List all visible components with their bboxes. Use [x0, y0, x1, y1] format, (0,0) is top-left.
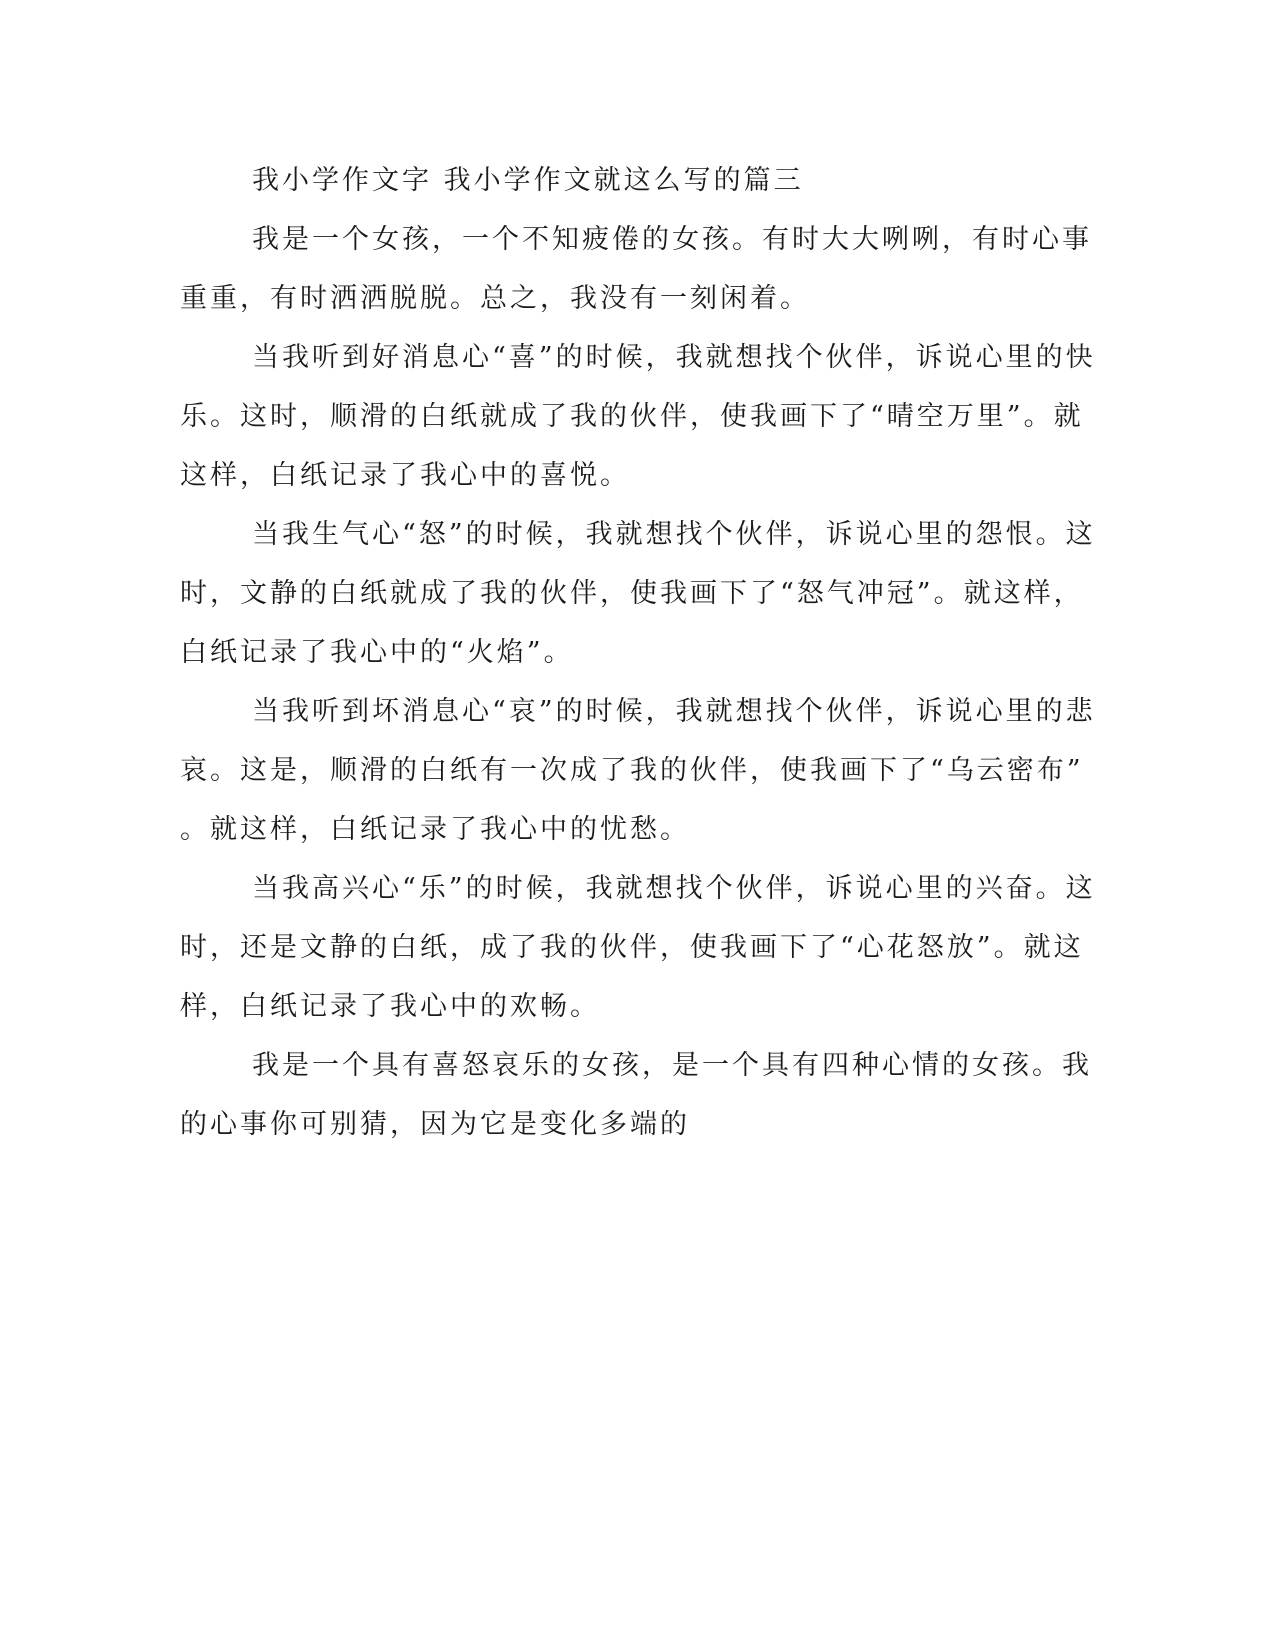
paragraph-6-line-1: 我是一个具有喜怒哀乐的女孩，是一个具有四种心情的女孩。我 [252, 1050, 1092, 1081]
paragraph-4-line-2: 哀。这是，顺滑的白纸有一次成了我的伙伴，使我画下了“乌云密布” [180, 755, 1084, 786]
paragraph-6-line-2: 的心事你可别猜，因为它是变化多端的 [180, 1109, 690, 1140]
paragraph-1-line-2: 重重，有时洒洒脱脱。总之，我没有一刻闲着。 [180, 283, 810, 314]
paragraph-4-line-1: 当我听到坏消息心“哀”的时候，我就想找个伙伴，诉说心里的悲 [252, 696, 1096, 727]
paragraph-2-line-2: 乐。这时，顺滑的白纸就成了我的伙伴，使我画下了“晴空万里”。就 [180, 401, 1084, 432]
document-title: 我小学作文字 我小学作文就这么写的篇三 [252, 165, 804, 196]
paragraph-3-line-3: 白纸记录了我心中的“火焰”。 [180, 637, 574, 668]
paragraph-4-line-3: 。就这样，白纸记录了我心中的忧愁。 [180, 814, 690, 845]
paragraph-5-line-2: 时，还是文静的白纸，成了我的伙伴，使我画下了“心花怒放”。就这 [180, 932, 1084, 963]
paragraph-1-line-1: 我是一个女孩，一个不知疲倦的女孩。有时大大咧咧，有时心事 [252, 224, 1092, 255]
paragraph-5-line-1: 当我高兴心“乐”的时候，我就想找个伙伴，诉说心里的兴奋。这 [252, 873, 1096, 904]
paragraph-3-line-1: 当我生气心“怒”的时候，我就想找个伙伴，诉说心里的怨恨。这 [252, 519, 1096, 550]
paragraph-3-line-2: 时，文静的白纸就成了我的伙伴，使我画下了“怒气冲冠”。就这样， [180, 578, 1084, 609]
paragraph-2-line-1: 当我听到好消息心“喜”的时候，我就想找个伙伴，诉说心里的快 [252, 342, 1096, 373]
paragraph-5-line-3: 样，白纸记录了我心中的欢畅。 [180, 991, 600, 1022]
paragraph-2-line-3: 这样，白纸记录了我心中的喜悦。 [180, 460, 630, 491]
